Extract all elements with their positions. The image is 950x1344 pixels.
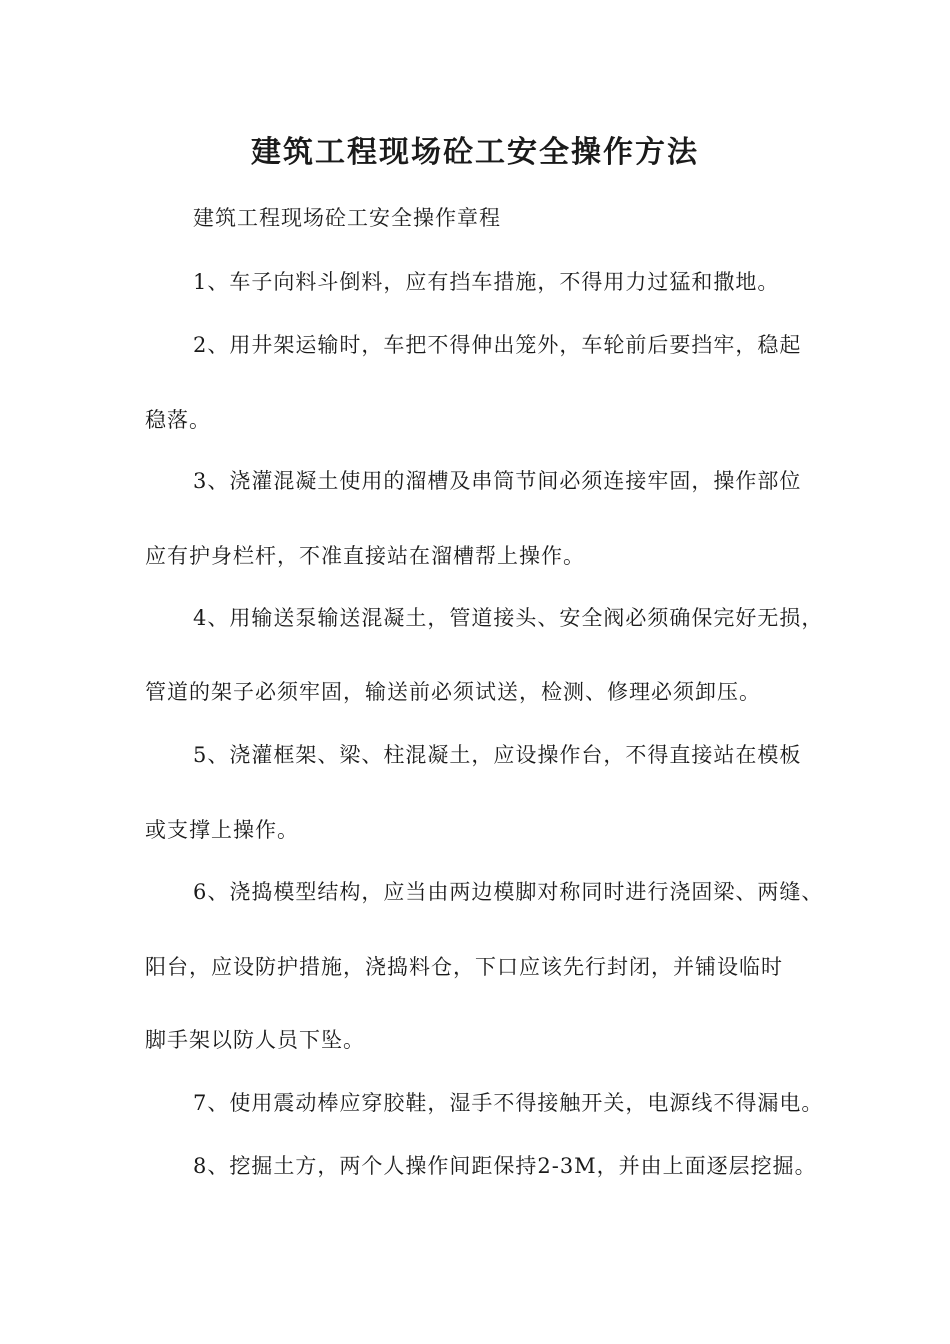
item-7-line-1: 7、使用震动棒应穿胶鞋，湿手不得接触开关，电源线不得漏电。 [193, 1091, 824, 1115]
item-1-line-1: 1、车子向料斗倒料，应有挡车措施，不得用力过猛和撒地。 [193, 270, 780, 294]
item-6-line-3: 脚手架以防人员下坠。 [145, 1028, 365, 1052]
item-8-line-1: 8、挖掘土方，两个人操作间距保持2-3M，并由上面逐层挖掘。 [193, 1154, 817, 1178]
item-5-line-1: 5、浇灌框架、梁、柱混凝土，应设操作台，不得直接站在模板 [193, 743, 802, 767]
item-5-line-2: 或支撑上操作。 [145, 818, 299, 842]
page-title: 建筑工程现场砼工安全操作方法 [251, 135, 699, 170]
item-4-line-2: 管道的架子必须牢固，输送前必须试送，检测、修理必须卸压。 [145, 680, 761, 704]
item-2-line-1: 2、用井架运输时，车把不得伸出笼外，车轮前后要挡牢，稳起 [193, 333, 802, 357]
item-3-line-1: 3、浇灌混凝土使用的溜槽及串筒节间必须连接牢固，操作部位 [193, 469, 802, 493]
item-2-line-2: 稳落。 [145, 408, 211, 432]
item-6-line-2: 阳台，应设防护措施，浇捣料仓，下口应该先行封闭，并铺设临时 [145, 955, 783, 979]
item-4-line-1: 4、用输送泵输送混凝土，管道接头、安全阀必须确保完好无损， [193, 606, 824, 630]
item-3-line-2: 应有护身栏杆，不准直接站在溜槽帮上操作。 [145, 544, 585, 568]
item-6-line-1: 6、浇捣模型结构，应当由两边模脚对称同时进行浇固梁、两缝、 [193, 880, 824, 904]
subtitle: 建筑工程现场砼工安全操作章程 [193, 206, 501, 230]
